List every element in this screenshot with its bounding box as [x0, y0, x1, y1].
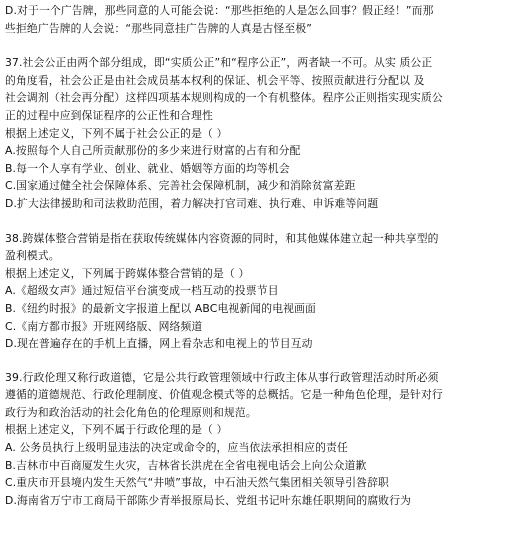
question-stem-line: 遵循的道德规范、行政伦理制度、价值观念模式等的总概括。它是一种角色伦理，是针对行: [5, 388, 443, 402]
option-d-line: D.对于一个广告牌，那些同意的人可能会说：“那些拒绝的人是怎么回事？假正经！”而那: [5, 4, 434, 17]
option-a: A.按照每个人自己所贡献那份的多少来进行财富的占有和分配: [5, 144, 301, 158]
spacer: [5, 213, 503, 230]
question-39: [5, 369, 503, 510]
option-c: C.重庆市开县境内发生天然气“井喷”事故，中石油天然气集团相关领导引咎辞职: [5, 476, 390, 490]
question-stem-line: 38.跨媒体整合营销是指在获取传统媒体内容资源的同时，和其他媒体建立起一种共享型的: [5, 231, 439, 245]
option-b: B.吉林市中百商厦发生火灾，吉林省长洪虎在全省电视电话会上向公众道歉: [5, 458, 367, 472]
option-a: A. 公务员执行上级明显违法的决定或命令的，应当依法承担相应的责任: [5, 441, 348, 455]
question-prompt: 根据上述定义，下列不属于行政伦理的是（ ）: [5, 423, 228, 437]
option-d: D.扩大法律援助和司法救助范围，着力解决打官司难、执行难、申诉难等问题: [5, 196, 379, 210]
question-prompt: 根据上述定义，下列不属于社会公正的是（ ）: [5, 126, 228, 140]
option-c: C.国家通过健全社会保障体系、完善社会保障机制，减少和消除贫富差距: [5, 179, 356, 193]
question-stem-line: 的角度看，社会公正是由社会成员基本权利的保证、机会平等、按照贡献进行分配以 及: [5, 73, 425, 87]
question-stem-line: 盈利模式。: [5, 249, 60, 263]
question-37: [5, 54, 503, 212]
question-36-tail: [5, 2, 503, 37]
question-stem-line: 政行为和政治活动的社会化角色的伦理原则和规范。: [5, 405, 257, 419]
spacer: [5, 37, 503, 54]
option-d-line: 些拒绝广告牌的人会说：“那些同意挂广告牌的人真是古怪至极”: [5, 21, 313, 35]
question-38: [5, 230, 503, 353]
question-stem-line: 社会调剂（社会再分配）这样四项基本规则构成的一个有机整体。程序公正则指实现实质公: [5, 91, 443, 105]
question-prompt: 根据上述定义，下列属于跨媒体整合营销的是（ ）: [5, 266, 250, 280]
question-stem-line: 正的过程中应到保证程序的公正性和合理性: [5, 108, 213, 122]
option-d: D.现在普遍存在的手机上直播，网上看杂志和电视上的节目互动: [5, 337, 313, 351]
option-c: C.《南方都市报》开班网络版、网络频道: [5, 319, 203, 333]
option-d: D.海南省万宁市工商局干部陈少青举报原局长、党组书记叶东雄任职期间的腐败行为: [5, 493, 412, 507]
option-b: B.《纽约时报》的最新文字报道上配以 ABC电视新闻的电视画面: [5, 301, 316, 315]
option-b: B.每一个人享有学业、创业、就业、婚姻等方面的均等机会: [5, 161, 290, 175]
question-stem-line: 37.社会公正由两个部分组成，即“实质公正”和“程序公正”，两者缺一不可。从实 质公正: [5, 56, 433, 70]
question-stem-line: 39.行政伦理又称行政道德，它是公共行政管理领域中行政主体从事行政管理活动时所必须: [5, 370, 439, 384]
option-a: A.《超级女声》通过短信平台演变成一档互动的投票节目: [5, 284, 279, 298]
spacer: [5, 353, 503, 369]
